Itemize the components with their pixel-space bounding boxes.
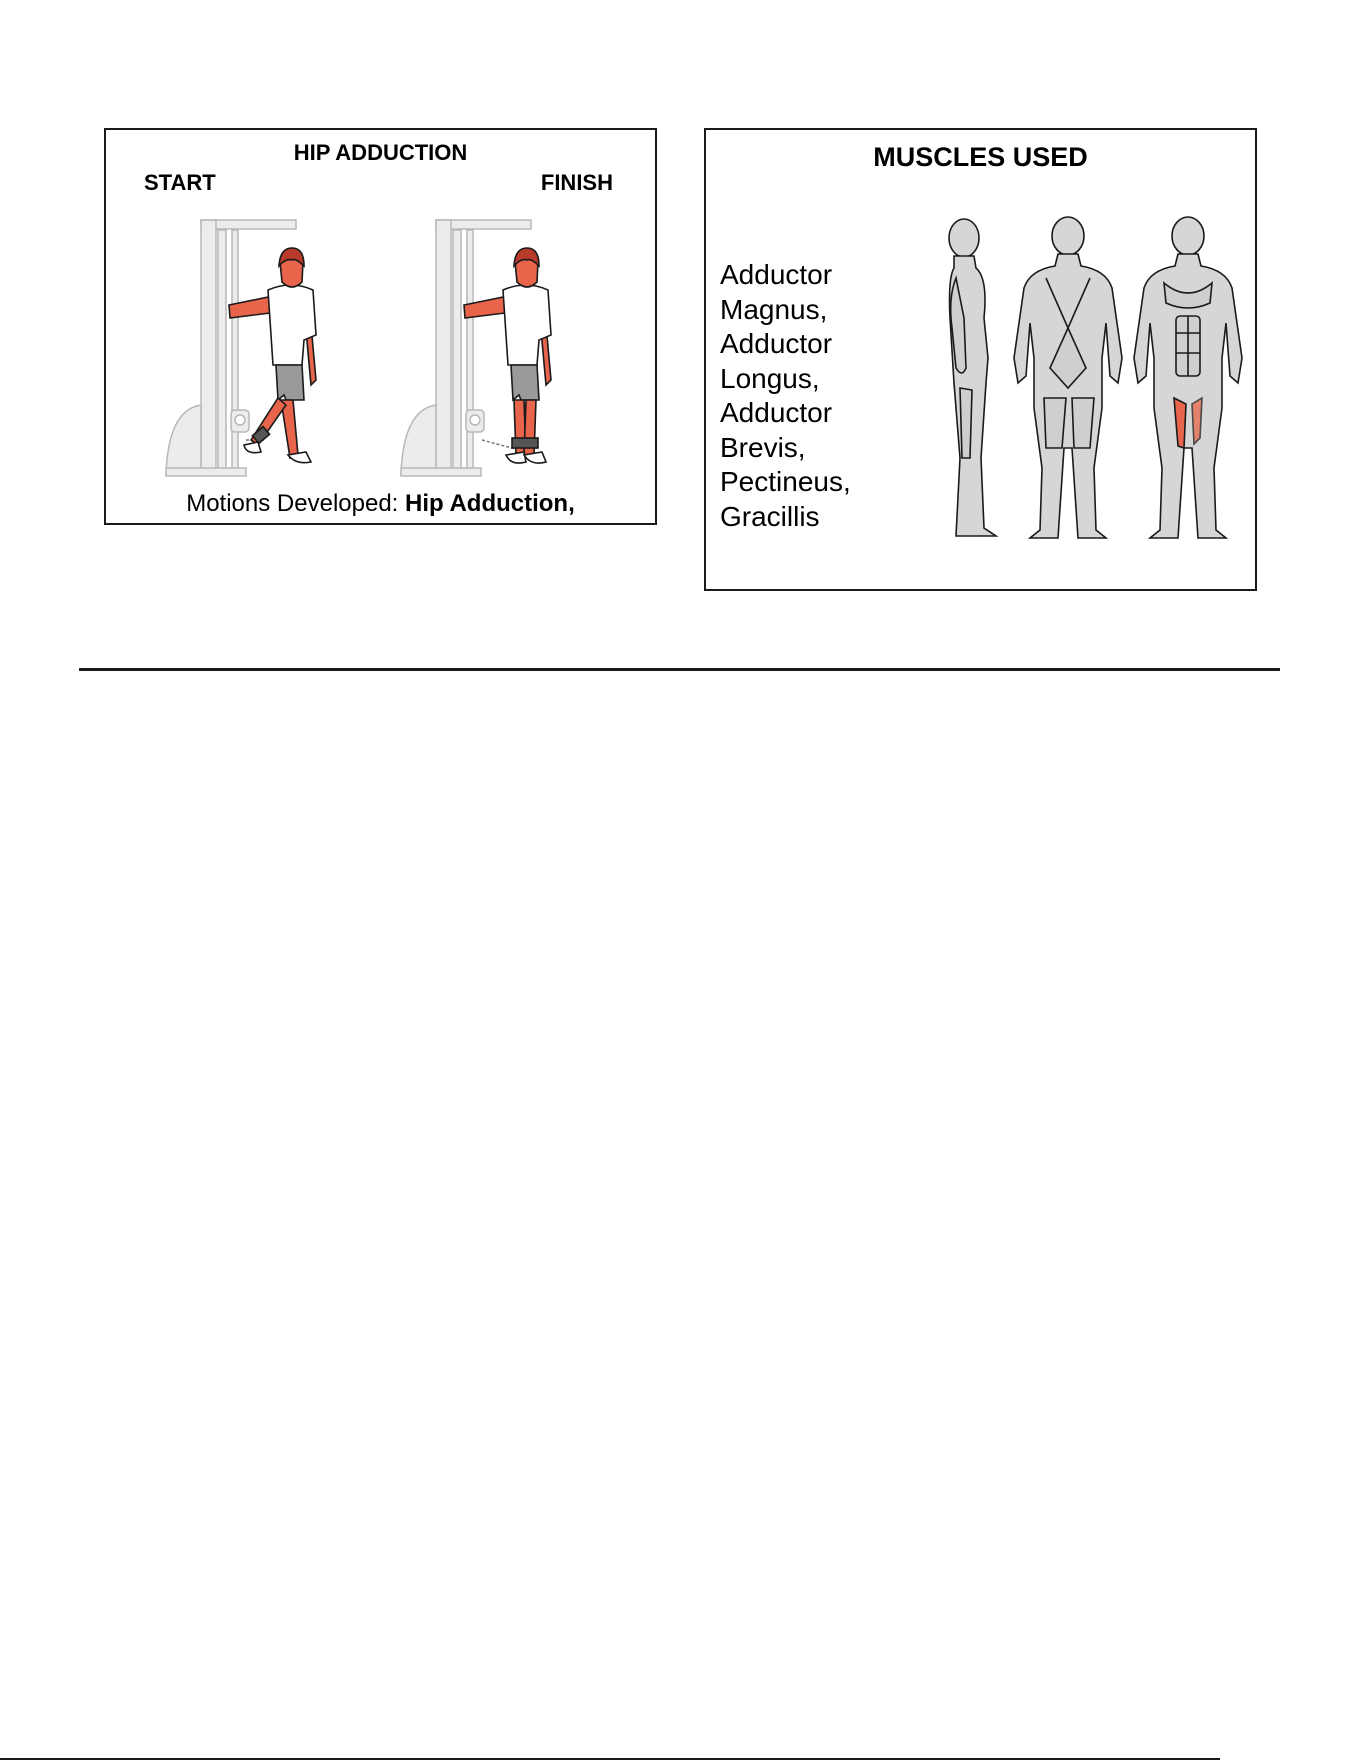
muscle-line: Adductor	[720, 259, 833, 290]
muscle-list	[720, 258, 851, 534]
anatomy-side-view	[949, 219, 996, 536]
muscles-panel	[704, 128, 1257, 591]
muscles-title: MUSCLES USED	[873, 142, 1088, 172]
exercise-illustration	[106, 200, 655, 485]
exercise-title: HIP ADDUCTION	[293, 140, 468, 165]
muscle-line: Magnus,	[720, 293, 828, 325]
muscle-line: Longus,	[720, 362, 820, 394]
footer-divider	[0, 1758, 1220, 1760]
muscle-line: Adductor	[720, 397, 833, 428]
motions-value: Hip Adduction,	[405, 490, 575, 517]
anatomy-front-view	[1134, 217, 1242, 538]
muscle-line: Pectineus,	[720, 466, 851, 497]
anatomy-illustration	[926, 208, 1246, 548]
muscle-line: Brevis,	[720, 431, 806, 463]
motions-developed	[106, 490, 655, 518]
muscle-line: Gracillis	[720, 500, 820, 532]
anatomy-back-view	[1014, 217, 1122, 538]
muscle-line: Adductor	[720, 328, 833, 359]
motions-prefix: Motions Developed:	[186, 490, 406, 517]
exercise-panel	[104, 128, 657, 525]
section-divider	[79, 668, 1280, 671]
start-label: START	[144, 170, 216, 195]
finish-label: FINISH	[540, 170, 613, 195]
